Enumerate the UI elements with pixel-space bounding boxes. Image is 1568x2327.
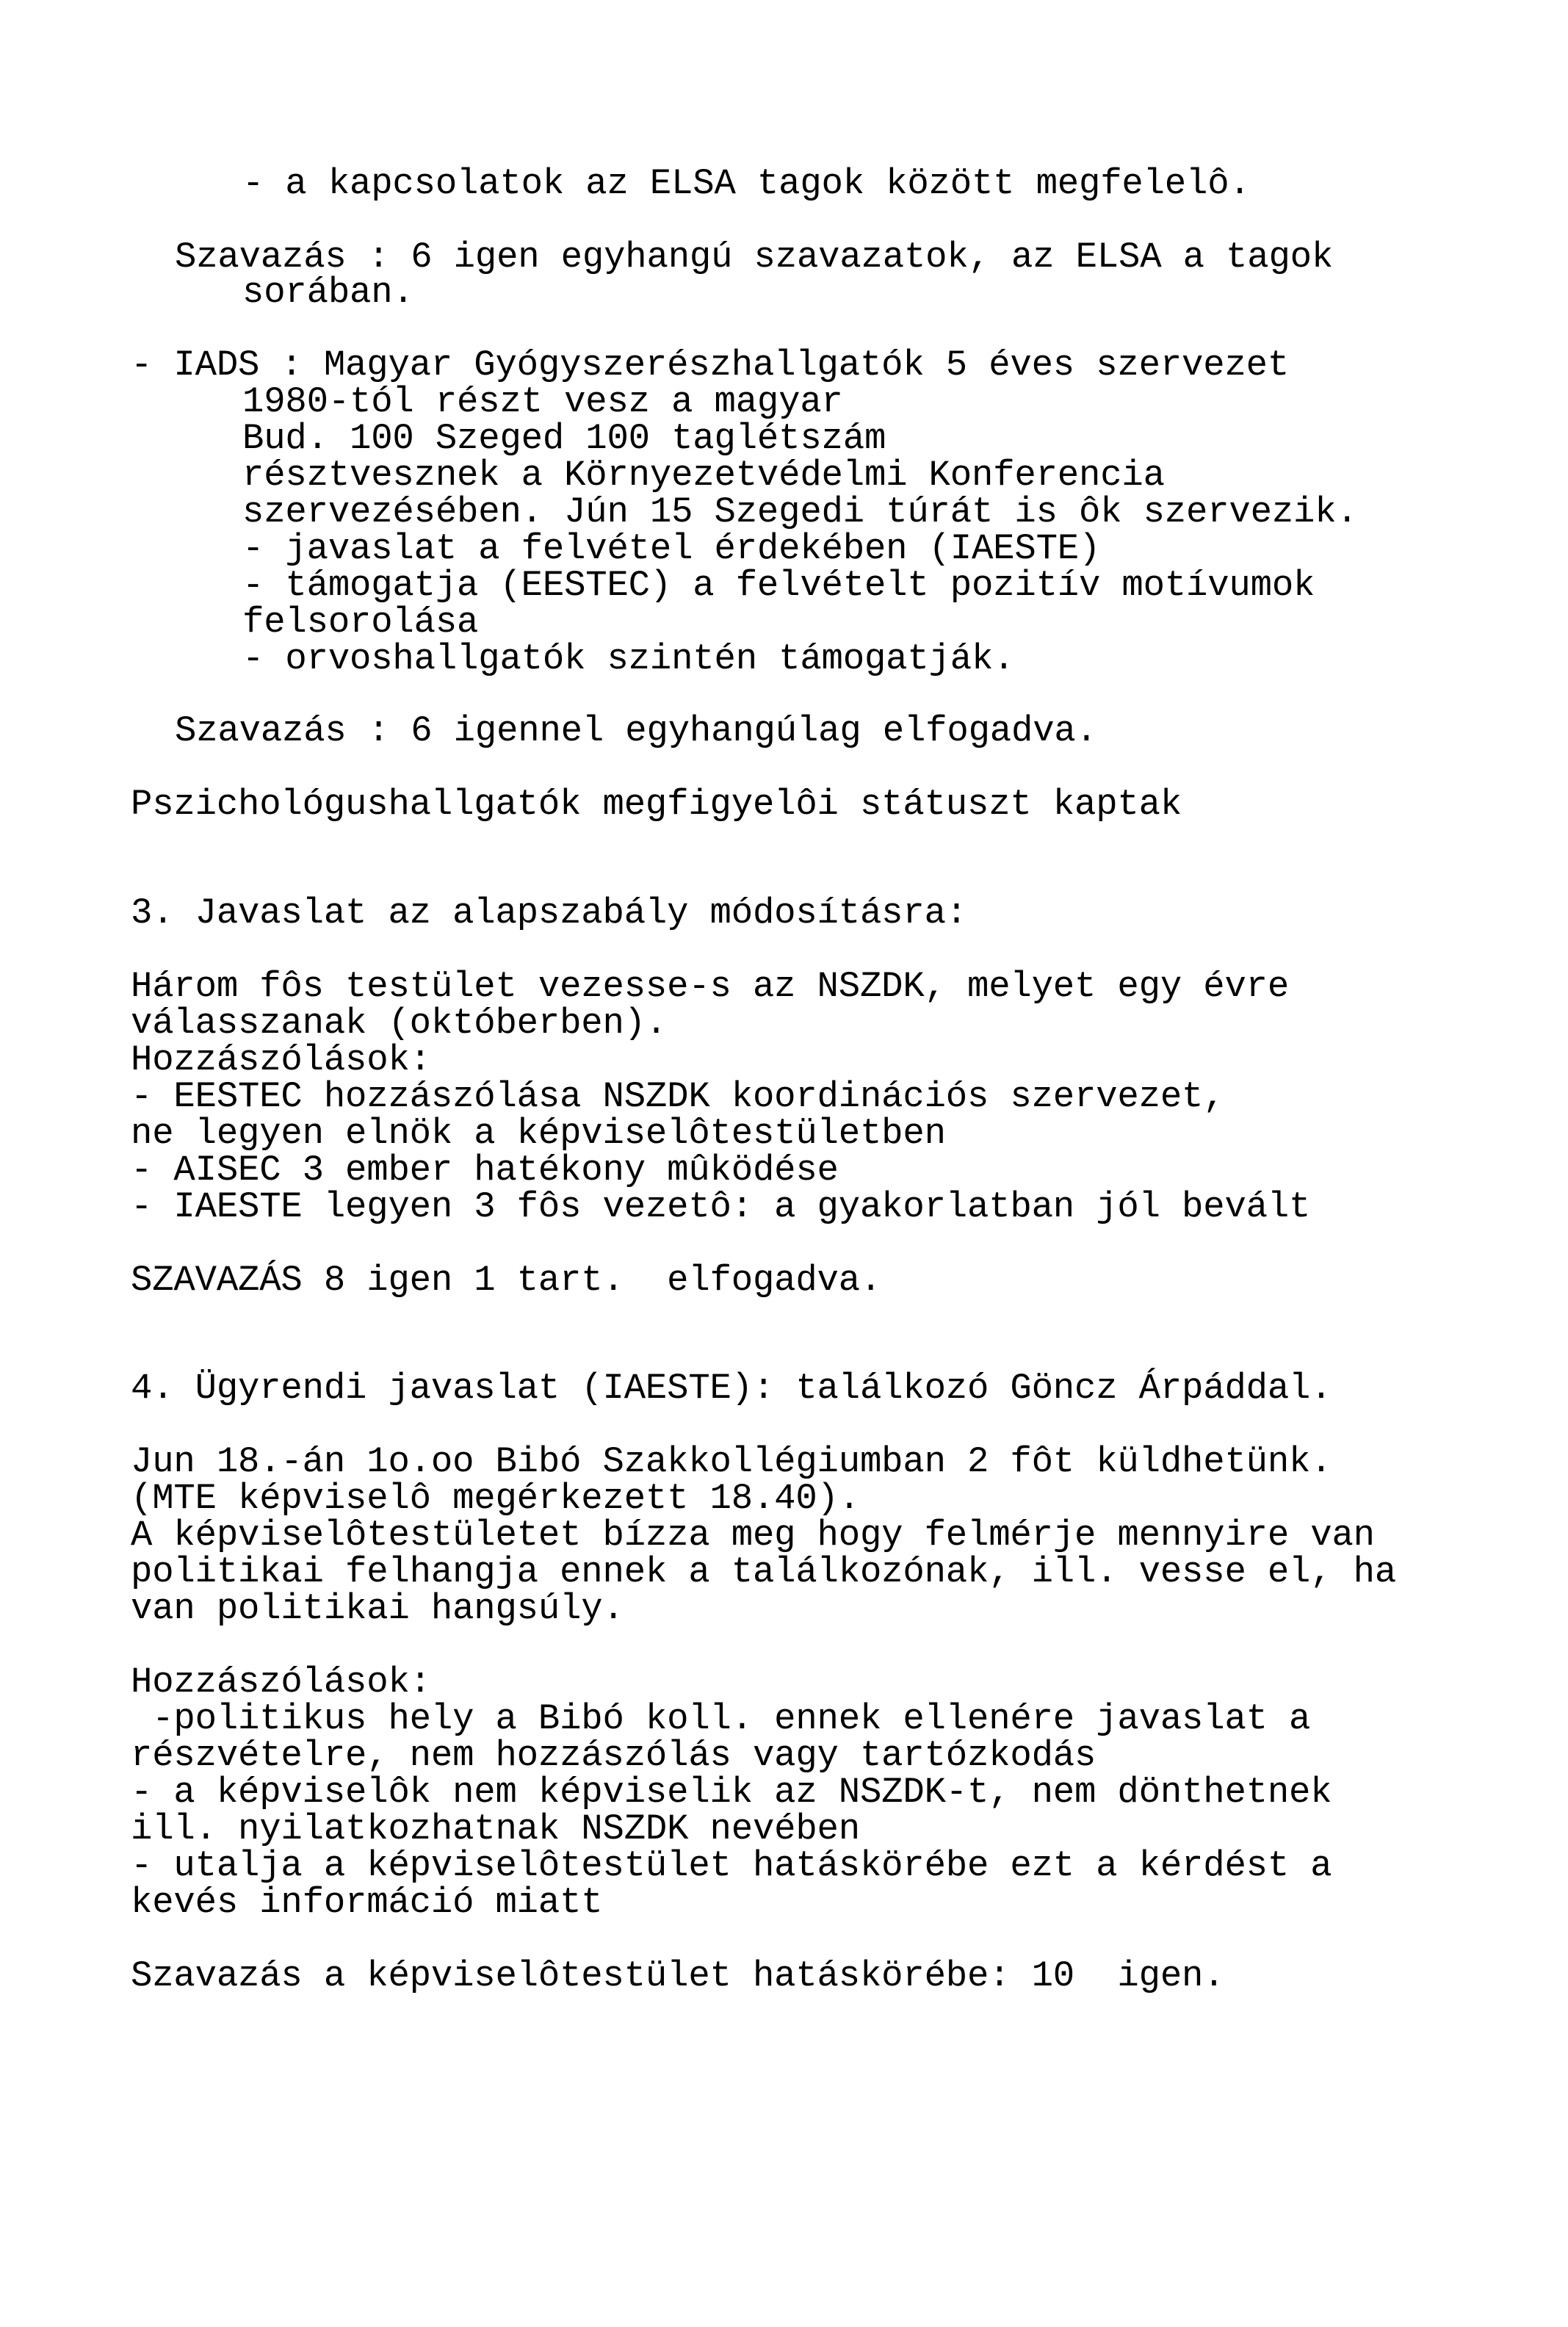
section-text-line: válasszanak (októberben). [131, 1003, 668, 1044]
comment-line: kevés információ miatt [131, 1882, 603, 1923]
iads-line: - támogatja (EESTEC) a felvételt pozitív motívumok [242, 565, 1315, 606]
iads-line: - IADS : Magyar Gyógyszerészhallgatók 5 éves szervezet [131, 344, 1290, 386]
iads-line: - javaslat a felvétel érdekében (IAESTE) [242, 528, 1101, 569]
vote-elsa-line: sorában. [242, 272, 414, 313]
comment-line: - IAESTE legyen 3 fôs vezetô: a gyakorlatban jól bevált [131, 1186, 1311, 1227]
vote-section4-line: Szavazás a képviselôtestület hatáskörébe: 10 igen. [131, 1955, 1225, 1996]
section-text-line: politikai felhangja ennek a találkozónak, ill. vesse el, ha [131, 1551, 1397, 1592]
section-text-line: Három fôs testület vezesse-s az NSZDK, melyet egy évre [131, 966, 1290, 1007]
comment-line: - EESTEC hozzászólása NSZDK koordinációs szervezet, [131, 1076, 1225, 1117]
section-heading: 3. Javaslat az alapszabály módosításra: [131, 892, 967, 934]
vote-iads-line: Szavazás : 6 igennel egyhangúlag elfogadva. [175, 710, 1097, 751]
comments-label: Hozzászólások: [131, 1662, 431, 1703]
iads-line: 1980-tól részt vesz a magyar [242, 381, 843, 422]
comment-line: - utalja a képviselôtestület hatáskörébe ezt a kérdést a [131, 1845, 1332, 1886]
comment-line: ne legyen elnök a képviselôtestületben [131, 1113, 946, 1154]
iads-line: Bud. 100 Szeged 100 taglétszám [242, 418, 886, 459]
section-text-line: Jun 18.-án 1o.oo Bibó Szakkollégiumban 2 fôt küldhetünk. [131, 1441, 1332, 1482]
section-heading: 4. Ügyrendi javaslat (IAESTE): találkozó Göncz Árpáddal. [131, 1368, 1332, 1409]
iads-line: felsorolása [242, 602, 479, 643]
iads-line: résztvesznek a Környezetvédelmi Konferencia [242, 455, 1165, 496]
elsa-relations-line: - a kapcsolatok az ELSA tagok között megfelelô. [242, 163, 1251, 204]
iads-line: - orvoshallgatók szintén támogatják. [242, 638, 1015, 679]
comment-line: -politikus hely a Bibó koll. ennek ellenére javaslat a [131, 1698, 1311, 1739]
comments-label: Hozzászólások: [131, 1039, 431, 1080]
comment-line: - AISEC 3 ember hatékony mûködése [131, 1150, 839, 1191]
psych-status-line: Pszichológushallgatók megfigyelôi státuszt kaptak [131, 784, 1182, 825]
comment-line: részvételre, nem hozzászólás vagy tartózkodás [131, 1735, 1096, 1776]
comment-line: - a képviselôk nem képviselik az NSZDK-t, nem dönthetnek [131, 1772, 1332, 1813]
vote-section3-line: SZAVAZÁS 8 igen 1 tart. elfogadva. [131, 1260, 882, 1301]
section-text-line: A képviselôtestületet bízza meg hogy felmérje mennyire van [131, 1515, 1375, 1556]
vote-elsa-line: Szavazás : 6 igen egyhangú szavazatok, az ELSA a tagok [175, 237, 1334, 278]
section-text-line: (MTE képviselô megérkezett 18.40). [131, 1478, 860, 1519]
comment-line: ill. nyilatkozhatnak NSZDK nevében [131, 1808, 860, 1850]
iads-line: szervezésében. Jún 15 Szegedi túrát is ôk szervezik. [242, 491, 1358, 533]
section-text-line: van politikai hangsúly. [131, 1588, 624, 1629]
